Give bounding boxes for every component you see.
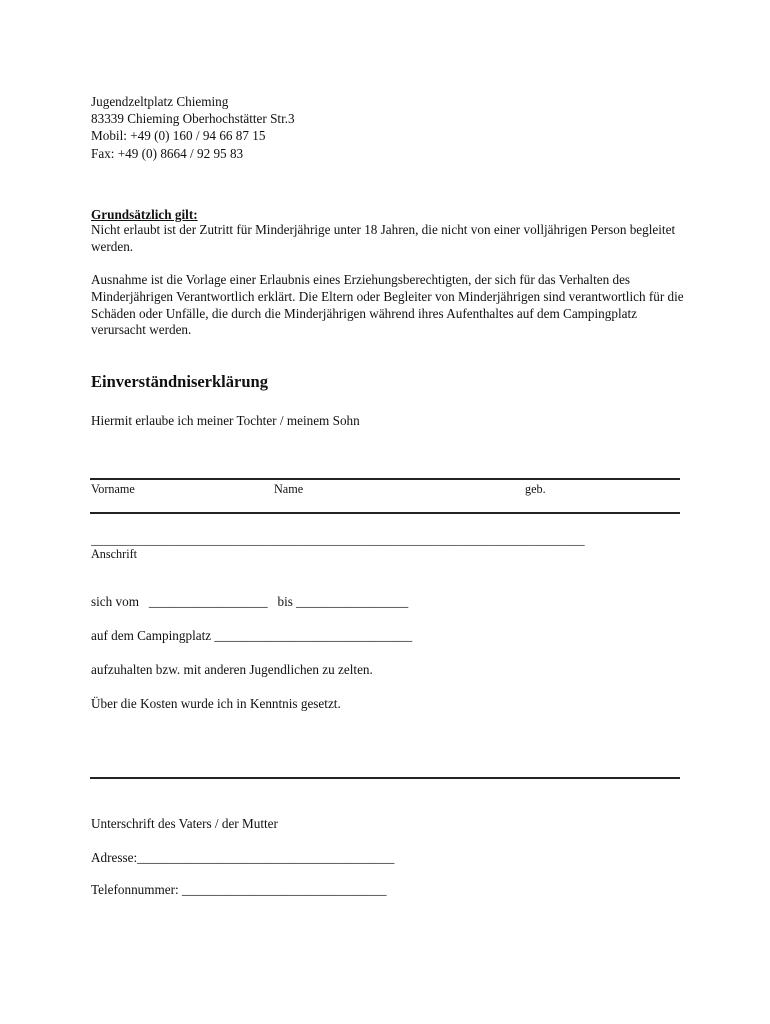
until-date-blank[interactable]: _________________: [296, 594, 409, 609]
campsite-blank[interactable]: ______________________________: [214, 628, 413, 643]
label-name: Name: [274, 482, 304, 496]
campsite-row: [91, 627, 412, 644]
label-birthdate: geb.: [525, 482, 546, 496]
address-line-fax: Fax: +49 (0) 8664 / 92 95 83: [91, 146, 244, 161]
until-label: bis: [277, 594, 293, 609]
from-label: sich vom: [91, 594, 139, 609]
section-divider: [90, 512, 680, 514]
campsite-label: auf dem Campingplatz: [91, 628, 212, 643]
rules-paragraph-1: Nicht erlaubt ist der Zutritt für Minderjährige unter 18 Jahren, die nicht von einer volljährigen Person begleitet werden.: [91, 222, 676, 254]
rules-heading: Grundsätzlich gilt:: [91, 207, 198, 222]
label-firstname: Vorname: [91, 482, 135, 496]
signature-line[interactable]: [90, 777, 680, 779]
rules-paragraph-2: Ausnahme ist die Vorlage einer Erlaubnis eines Erziehungsberechtigten, der sich für das Verhalten des Minderjährigen Verantwortlich erklärt. Die Eltern oder Begleiter von Minderjährigen sind verantwortlich für die Schäden oder Unfälle, die durch die Minderjährigen während ihres Aufenthaltes auf dem Campingplatz verursacht werden.: [91, 272, 684, 338]
child-name-line[interactable]: [90, 478, 680, 480]
phone-row: [91, 881, 386, 898]
consent-intro: Hiermit erlaube ich meiner Tochter / meinem Sohn: [91, 413, 360, 428]
address-line-campsite: Jugendzeltplatz Chieming: [91, 94, 229, 109]
from-date-blank[interactable]: __________________: [148, 594, 268, 609]
parent-address-row: [91, 849, 394, 866]
date-range-row: [91, 593, 408, 610]
phone-label: Telefonnummer:: [91, 882, 179, 897]
consent-title: Einverständniserklärung: [91, 372, 268, 391]
parent-address-label: Adresse:: [91, 850, 138, 865]
address-line-mobile: Mobil: +49 (0) 160 / 94 66 87 15: [91, 128, 266, 143]
costs-text: Über die Kosten wurde ich in Kenntnis gesetzt.: [91, 696, 341, 711]
stay-text: aufzuhalten bzw. mit anderen Jugendlichen zu zelten.: [91, 662, 373, 677]
parent-address-blank[interactable]: _______________________________________: [137, 850, 395, 865]
label-address: Anschrift: [91, 547, 138, 561]
phone-blank[interactable]: _______________________________: [182, 882, 387, 897]
address-blank-line[interactable]: _________________________________________________________________________________: [91, 533, 585, 547]
signature-label: Unterschrift des Vaters / der Mutter: [91, 816, 278, 831]
address-line-street: 83339 Chieming Oberhochstätter Str.3: [91, 111, 295, 126]
